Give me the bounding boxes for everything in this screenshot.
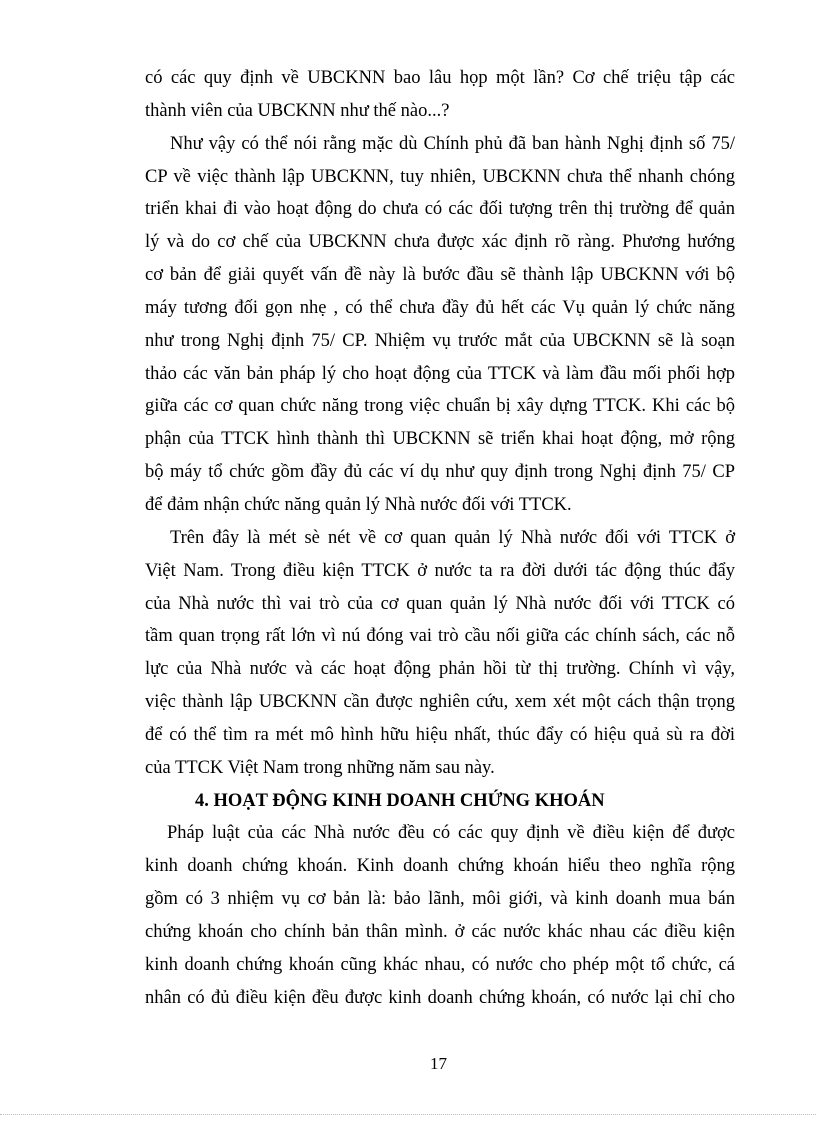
text-line: tầm quan trọng rất lớn vì nú đóng vai trò cầu nối giữa các chính sách, các nỗ (145, 626, 735, 647)
text-line: gồm có 3 nhiệm vụ cơ bản là: bảo lãnh, môi giới, và kinh doanh mua bán (145, 889, 735, 910)
text-line: để đảm nhận chức năng quản lý Nhà nước đối với TTCK. (145, 494, 572, 515)
text-line: thảo các văn bản pháp lý cho hoạt động của TTCK và làm đầu mối phối hợp (145, 363, 735, 384)
text-line: chứng khoán cho chính bản thân mình. ở các nước khác nhau các điều kiện (145, 921, 735, 942)
text-line: máy tương đối gọn nhẹ , có thể chưa đầy đủ hết các Vụ quản lý chức năng (145, 297, 735, 318)
text-line: có các quy định về UBCKNN bao lâu họp một lần? Cơ chế triệu tập các (145, 68, 735, 88)
text-line: cơ bản để giải quyết vấn đề này là bước đầu sẽ thành lập UBCKNN với bộ (145, 265, 735, 286)
page-number: 17 (430, 1054, 447, 1073)
text-line: như trong Nghị định 75/ CP. Nhiệm vụ trước mắt của UBCKNN sẽ là soạn (145, 330, 735, 351)
text-line: việc thành lập UBCKNN cần được nghiên cứu, xem xét một cách thận trọng (145, 692, 735, 713)
text-line: của Nhà nước thì vai trò của cơ quan quản lý Nhà nước đối với TTCK có (145, 593, 735, 614)
text-line: bộ máy tổ chức gồm đầy đủ các ví dụ như quy định trong Nghị định 75/ CP (145, 462, 735, 483)
document-body (145, 62, 735, 1014)
text-line: của TTCK Việt Nam trong những năm sau này. (145, 757, 495, 778)
text-line: lý và do cơ chế của UBCKNN chưa được xác định rõ ràng. Phương hướng (145, 232, 735, 253)
text-line: lực của Nhà nước và các hoạt động phản hồi từ thị trường. Chính vì vậy, (145, 659, 735, 680)
text-line: giữa các cơ quan chức năng trong việc chuẩn bị xây dựng TTCK. Khi các bộ (145, 396, 735, 417)
text-line: triển khai đi vào hoạt động do chưa có các đối tượng trên thị trường để quản (145, 199, 735, 220)
page-bottom-divider (0, 1114, 816, 1115)
paragraph-first-line: Như vậy có thể nói rằng mặc dù Chính phủ đã ban hành Nghị định số 75/ (170, 133, 735, 154)
text-line: nhân có đủ điều kiện đều được kinh doanh chứng khoán, có nước lại chỉ cho (145, 987, 735, 1008)
text-line: kinh doanh chứng khoán cũng khác nhau, có nước cho phép một tổ chức, cá (145, 954, 735, 975)
section-heading: 4. HOẠT ĐỘNG KINH DOANH CHỨNG KHOÁN (195, 790, 605, 811)
text-line: Việt Nam. Trong điều kiện TTCK ở nước ta ra đời dưới tác động thúc đẩy (145, 560, 735, 581)
text-line: để có thể tìm ra mét mô hình hữu hiệu nhất, thúc đẩy có hiệu quả sù ra đời (145, 724, 735, 745)
text-line: thành viên của UBCKNN như thế nào...? (145, 100, 450, 121)
text-line: CP về việc thành lập UBCKNN, tuy nhiên, UBCKNN chưa thể nhanh chóng (145, 166, 735, 187)
text-line: kinh doanh chứng khoán. Kinh doanh chứng khoán hiểu theo nghĩa rộng (145, 856, 735, 877)
paragraph-first-line: Pháp luật của các Nhà nước đều có các quy định về điều kiện để được (167, 823, 735, 844)
paragraph-first-line: Trên đây là mét sè nét về cơ quan quản lý Nhà nước đối với TTCK ở (170, 527, 735, 548)
text-line: phận của TTCK hình thành thì UBCKNN sẽ triển khai hoạt động, mở rộng (145, 429, 735, 450)
